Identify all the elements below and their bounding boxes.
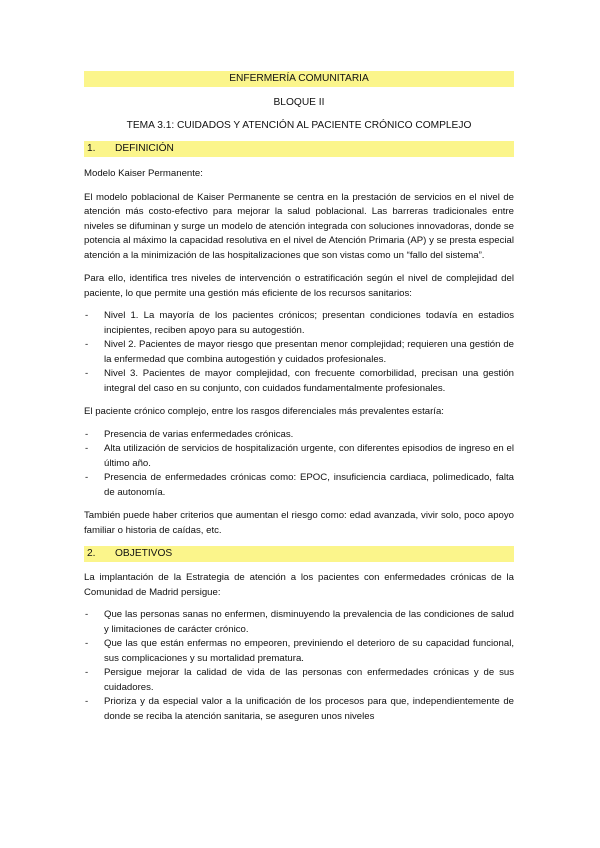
paragraph: El modelo poblacional de Kaiser Permanente se centra en la prestación de servicios en el nivel de atención más costo-efectivo para mejorar la salud poblacional. Las barreras tradicionales entre niveles se difuminan y surge un modelo de atención integrada con soluciones innovadoras, donde se potencia al máximo la capacidad resolutiva en el nivel de Atención Primaria (AP) y se presta especial atención a la minimización de las hospitalizaciones que son vistas como un “fallo del sistema”.	[84, 191, 514, 261]
subject-title: ENFERMERÍA COMUNITARIA	[84, 71, 514, 87]
section-number: 2.	[87, 548, 96, 559]
topic-title: TEMA 3.1: CUIDADOS Y ATENCIÓN AL PACIENTE CRÓNICO COMPLEJO	[126, 120, 472, 131]
list-item	[84, 471, 514, 500]
section-heading-objetivos	[84, 546, 514, 562]
list-item-text: Nivel 2. Pacientes de mayor riesgo que presentan menor complejidad; requieren una gestión de la enfermedad que combina autogestión y cuidados profesionales.	[104, 339, 514, 365]
list-item	[84, 309, 514, 338]
list-item	[84, 608, 514, 637]
dash-marker: -	[85, 443, 89, 454]
paragraph: También puede haber criterios que aumentan el riesgo como: edad avanzada, vivir solo, poco apoyo familiar o historia de caídas, etc.	[84, 510, 514, 536]
dash-marker: -	[85, 428, 89, 440]
dash-marker: -	[85, 696, 89, 707]
dash-marker: -	[85, 638, 89, 649]
list-item-text: Presencia de enfermedades crónicas como: EPOC, insuficiencia cardiaca, polimedicado, falta de autonomía.	[104, 472, 514, 498]
list-item	[84, 338, 514, 367]
list-item	[84, 367, 514, 396]
list-item-text: Presencia de varias enfermedades crónicas.	[104, 428, 294, 440]
paragraph: Para ello, identifica tres niveles de intervención o estratificación según el nivel de complejidad del paciente, lo que permite una gestión más eficiente de los recursos sanitarios:	[84, 273, 514, 299]
list-item-text: Nivel 3. Pacientes de mayor complejidad, con frecuente comorbilidad, precisan una gestión integral del caso en su conjunto, con cuidados fundamentalmente profesionales.	[104, 368, 514, 394]
dash-marker: -	[85, 472, 89, 483]
list-item	[84, 428, 514, 443]
list-item-text: Nivel 1. La mayoría de los pacientes crónicos; presentan condiciones todavía en estadios incipientes, reciben apoyo para su autogestión.	[104, 310, 514, 336]
dash-marker: -	[85, 609, 89, 620]
dash-marker: -	[85, 310, 89, 321]
list-item	[84, 666, 514, 695]
levels-list	[84, 309, 514, 396]
list-item-text: Prioriza y da especial valor a la unificación de los procesos para que, independientemente de donde se reciba la atención sanitaria, se aseguren unos niveles	[104, 696, 514, 722]
section-title: OBJETIVOS	[115, 548, 173, 559]
dash-marker: -	[85, 667, 89, 678]
list-item-text: Que las que están enfermas no empeoren, previniendo el deterioro de su capacidad funcional, sus complicaciones y su mortalidad prematura.	[104, 638, 514, 664]
list-item-text: Persigue mejorar la calidad de vida de las personas con enfermedades crónicas y de sus cuidadores.	[104, 667, 514, 693]
section-number: 1.	[87, 143, 96, 154]
paragraph: El paciente crónico complejo, entre los rasgos diferenciales más prevalentes estaría:	[84, 406, 444, 417]
list-item	[84, 637, 514, 666]
dash-marker: -	[85, 368, 89, 379]
traits-list	[84, 428, 514, 501]
list-item-text: Que las personas sanas no enfermen, disminuyendo la prevalencia de las condiciones de salud y limitaciones de carácter crónico.	[104, 609, 514, 635]
section-heading-definicion	[84, 141, 514, 157]
dash-marker: -	[85, 339, 89, 350]
model-label: Modelo Kaiser Permanente:	[84, 168, 203, 179]
block-title: BLOQUE II	[273, 97, 325, 108]
list-item-text: Alta utilización de servicios de hospitalización urgente, con diferentes episodios de ingreso en el último año.	[104, 443, 514, 469]
section-title: DEFINICIÓN	[115, 143, 174, 154]
list-item	[84, 442, 514, 471]
paragraph: La implantación de la Estrategia de atención a los pacientes con enfermedades crónicas de la Comunidad de Madrid persigue:	[84, 572, 514, 598]
goals-list	[84, 608, 514, 724]
list-item	[84, 695, 514, 724]
document-content	[84, 71, 514, 724]
